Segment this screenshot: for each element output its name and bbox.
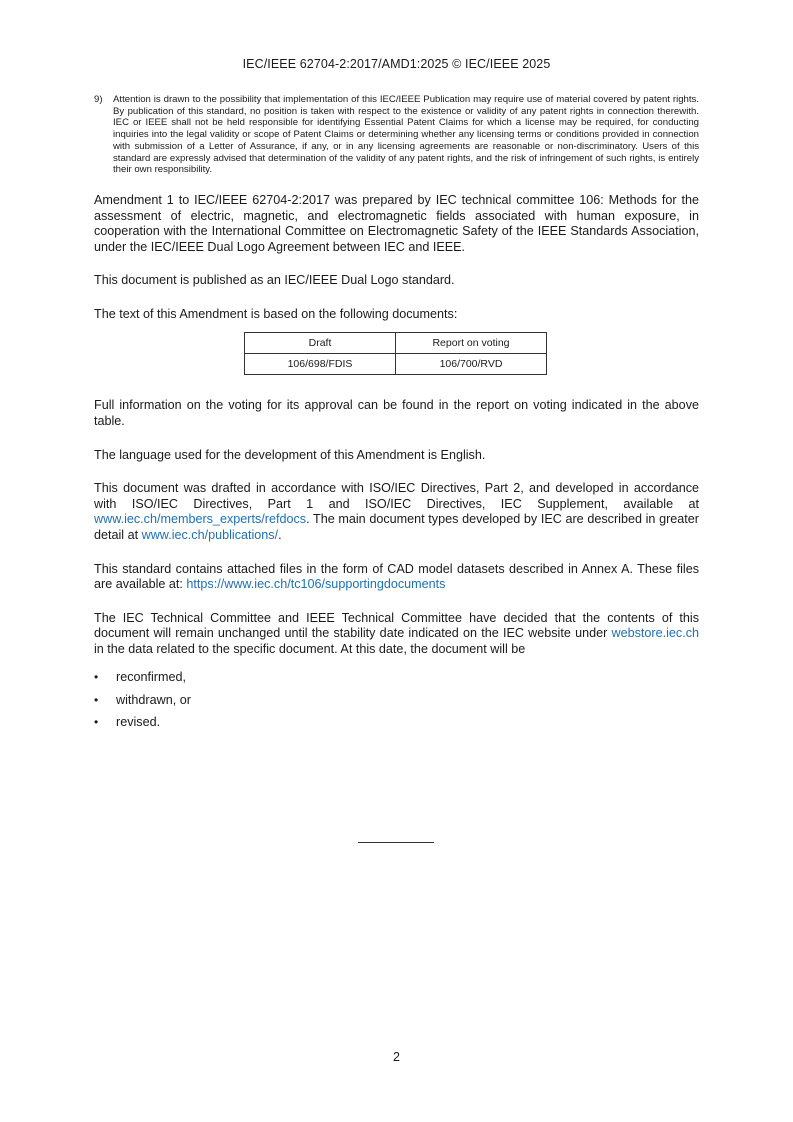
voting-documents-table [244,332,547,375]
table-header-row [245,333,547,354]
drafted-paragraph [94,481,699,543]
table-cell-rvd: 106/700/RVD [396,354,547,375]
footnote [94,94,699,176]
based-on-paragraph: The text of this Amendment is based on the following documents: [94,306,458,321]
end-of-text-rule [358,842,434,843]
drafted-text-2: . The main document types developed by IEC are described in greater detail at [94,512,699,543]
list-item-text: revised. [116,715,161,730]
amendment-prepared-paragraph: Amendment 1 to IEC/IEEE 62704-2:2017 was prepared by IEC technical committee 106: Methods for the assessment of electric, magnetic, and electromagnetic fields associated with human exposure, in cooperation with the International Committee on Electromagnetic Safety of the IEEE Standards Association, under the IEC/IEEE Dual Logo Agreement between IEC and IEEE. [94,192,699,254]
page-number: 2 [393,1050,400,1064]
drafted-text-1: This document was drafted in accordance with ISO/IEC Directives, Part 2, and developed in accordance with ISO/IEC Directives, Part 1 and ISO/IEC Directives, IEC Supplement, available at [94,481,699,511]
list-item [94,693,699,709]
committee-paragraph [94,611,699,658]
table-header-draft: Draft [245,333,396,354]
supporting-documents-link[interactable]: https://www.iec.ch/tc106/supportingdocuments [186,577,446,592]
full-information-paragraph: Full information on the voting for its approval can be found in the report on voting indicated in the above table. [94,398,699,429]
outcome-list [94,670,699,731]
table-header-report-on-voting: Report on voting [396,333,547,354]
bullet-icon: • [94,692,99,707]
attached-text: This standard contains attached files in the form of CAD model datasets described in Annex A. These files are available at: [94,561,699,592]
drafted-text-3: . [278,528,282,543]
table-cell-draft: 106/698/FDIS [245,354,396,375]
committee-text-1: The IEC Technical Committee and IEEE Technical Committee have decided that the contents of this document will remain unchanged until the stability date indicated on the IEC website under [94,610,699,641]
table-row [245,354,547,375]
webstore-link[interactable]: webstore.iec.ch [611,626,699,641]
attached-files-paragraph [94,562,699,593]
bullet-icon: • [94,669,99,684]
committee-text-2: in the data related to the specific document. At this date, the document will be [94,642,526,657]
list-item-text: reconfirmed, [116,669,186,684]
running-header: IEC/IEEE 62704-2:2017/AMD1:2025 © IEC/IEEE 2025 [242,57,551,71]
dual-logo-paragraph: This document is published as an IEC/IEEE Dual Logo standard. [94,273,455,288]
footnote-text: Attention is drawn to the possibility that implementation of this IEC/IEEE Publication may require use of material covered by patent rights. By publication of this standard, no position is taken with respect to the existence or validity of any patent rights in connection therewith. IEC or IEEE shall not be held responsible for identifying Essential Patent Claims for which a license may be required, for conducting inquiries into the legal validity or scope of Patent Claims or determining whether any licensing terms or conditions provided in connection with submission of a Letter of Assurance, if any, or in any licensing agreements are reasonable or non-discriminatory. Users of this standard are expressly advised that determination of the validity of any patent rights, and the risk of infringement of such rights, is entirely their own responsibility. [113,94,699,176]
list-item [94,670,699,686]
list-item-text: withdrawn, or [116,692,191,707]
footnote-number: 9) [94,94,103,105]
refdocs-link[interactable]: www.iec.ch/members_experts/refdocs [94,512,307,527]
list-item [94,715,699,731]
language-paragraph: The language used for the development of this Amendment is English. [94,447,486,462]
bullet-icon: • [94,715,99,730]
page-content [94,94,699,738]
publications-link[interactable]: www.iec.ch/publications/ [141,528,279,543]
